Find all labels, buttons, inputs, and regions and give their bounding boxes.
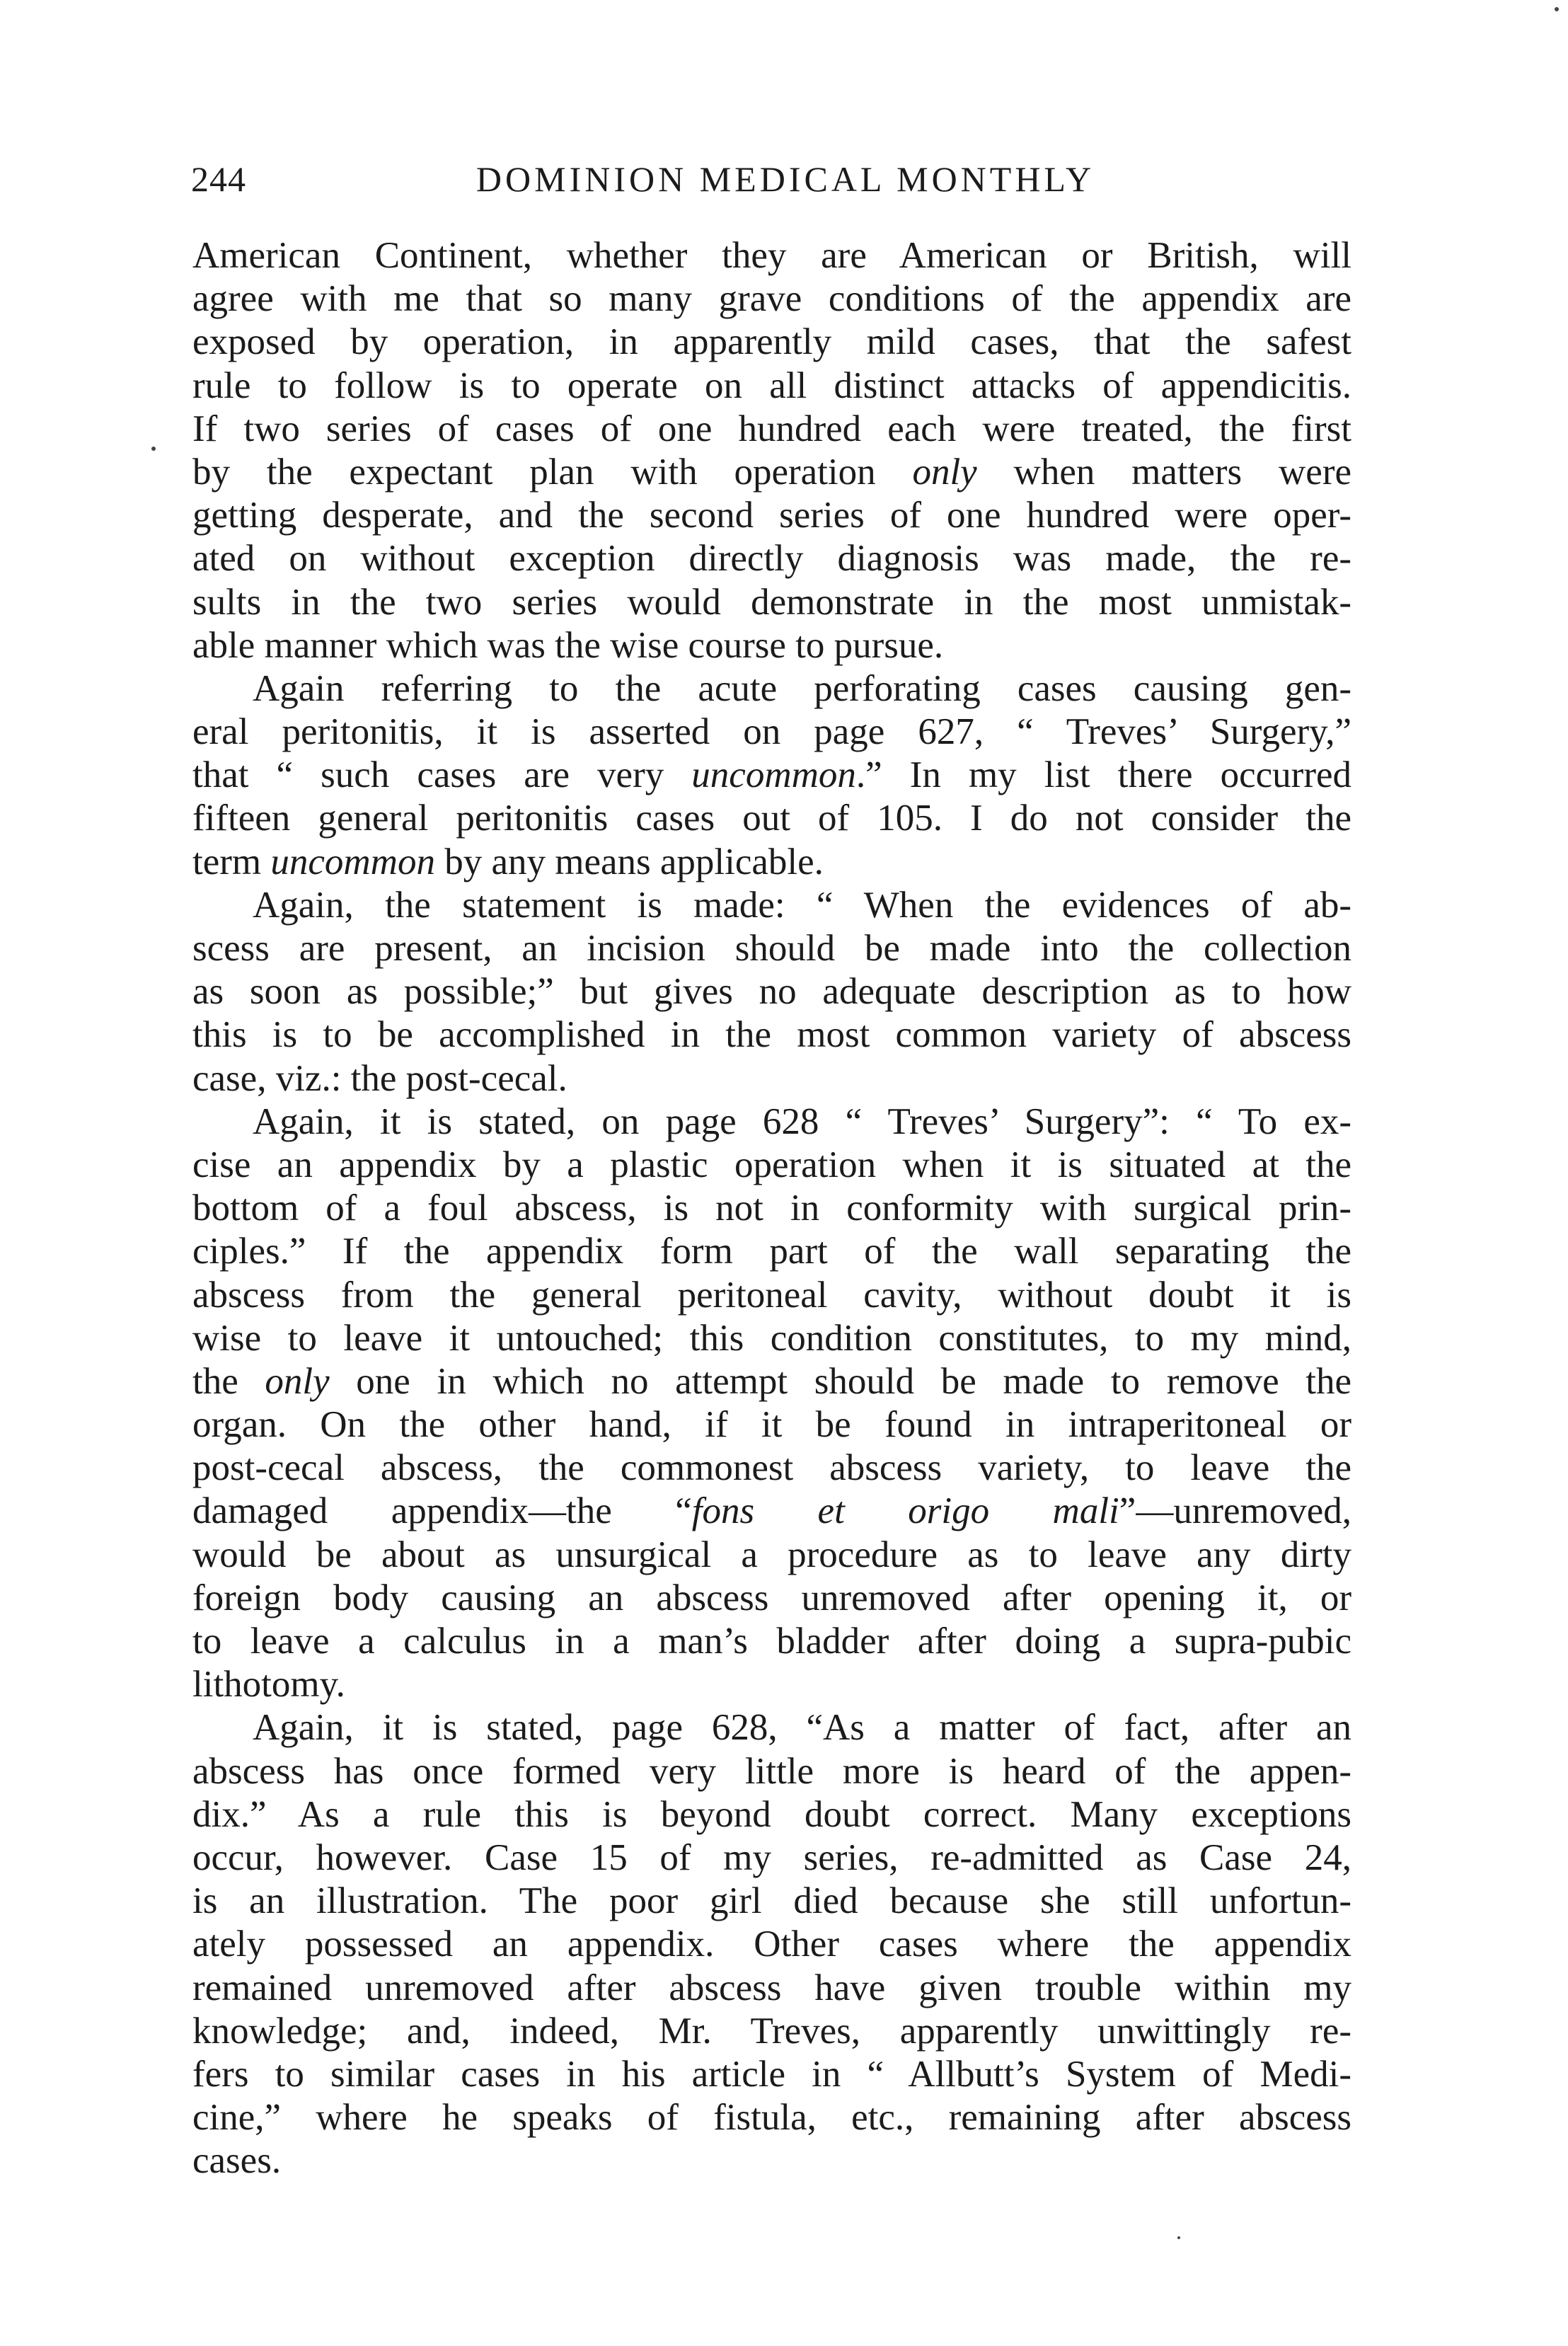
text-line: the only one in which no attempt should be made to remove the <box>192 1360 1351 1402</box>
text-line: cases. <box>192 2140 282 2182</box>
paragraph <box>192 884 1351 1100</box>
margin-mark <box>1555 7 1559 11</box>
text-line: ately possessed an appendix. Other cases where the appendix <box>192 1924 1351 1965</box>
text-line: remained unremoved after abscess have given trouble within my <box>192 1967 1351 2008</box>
text-line: getting desperate, and the second series of one hundred were oper- <box>192 495 1351 536</box>
body-text <box>192 234 1351 2183</box>
text-line: would be about as unsurgical a procedure as to leave any dirty <box>192 1534 1351 1575</box>
text-line: occur, however. Case 15 of my series, re-admitted as Case 24, <box>192 1836 1351 1878</box>
text-line: eral peritonitis, it is asserted on page 627, “ Treves’ Surgery,” <box>192 711 1351 753</box>
text-line: foreign body causing an abscess unremoved after opening it, or <box>192 1577 1351 1618</box>
text-line: abscess has once formed very little more is heard of the appen- <box>192 1750 1351 1792</box>
text-line: Again, it is stated, page 628, “As a matter of fact, after an <box>253 1707 1351 1749</box>
text-line: is an illustration. The poor girl died because she still unfortun- <box>192 1880 1351 1922</box>
paragraph <box>192 1100 1351 1707</box>
text-line: that “ such cases are very uncommon.” In my list there occurred <box>192 754 1351 796</box>
text-line: term uncommon by any means applicable. <box>192 841 824 882</box>
text-line: Again, the statement is made: “ When the evidences of ab- <box>253 884 1351 926</box>
text-line: bottom of a foul abscess, is not in conformity with surgical prin- <box>192 1188 1351 1229</box>
text-line: knowledge; and, indeed, Mr. Treves, apparently unwittingly re- <box>192 2010 1351 2052</box>
margin-mark <box>151 447 156 451</box>
text-line: organ. On the other hand, if it be found in intraperitoneal or <box>192 1404 1351 1446</box>
page-number: 244 <box>191 159 246 199</box>
text-line: case, viz.: the post-cecal. <box>192 1057 567 1099</box>
paragraph <box>192 1706 1351 2183</box>
paragraph <box>192 667 1351 884</box>
paragraph <box>192 234 1351 667</box>
text-line: post-cecal abscess, the commonest abscess variety, to leave the <box>192 1447 1351 1489</box>
text-line: fers to similar cases in his article in “ Allbutt’s System of Medi- <box>192 2053 1351 2095</box>
text-line: If two series of cases of one hundred each were treated, the first <box>192 408 1351 449</box>
text-line: agree with me that so many grave conditions of the appendix are <box>192 278 1351 320</box>
text-line: as soon as possible;” but gives no adequate description as to how <box>192 971 1351 1013</box>
page-header <box>191 154 1351 204</box>
text-line: American Continent, whether they are American or British, will <box>192 235 1351 276</box>
text-line: exposed by operation, in apparently mild cases, that the safest <box>192 321 1351 363</box>
text-line: this is to be accomplished in the most common variety of abscess <box>192 1014 1351 1056</box>
text-line: damaged appendix—the “fons et origo mali”—unremoved, <box>192 1490 1351 1532</box>
text-line: dix.” As a rule this is beyond doubt correct. Many exceptions <box>192 1793 1351 1835</box>
text-line: by the expectant plan with operation only when matters were <box>192 451 1351 493</box>
text-line: lithotomy. <box>192 1664 345 1706</box>
text-line: to leave a calculus in a man’s bladder after doing a supra-pubic <box>192 1621 1351 1662</box>
text-line: cise an appendix by a plastic operation when it is situated at the <box>192 1144 1351 1185</box>
text-line: rule to follow is to operate on all distinct attacks of appendicitis. <box>192 364 1351 406</box>
text-line: Again referring to the acute perforating cases causing gen- <box>253 667 1351 709</box>
text-line: sults in the two series would demonstrate in the most unmistak- <box>192 581 1351 623</box>
text-line: ated on without exception directly diagnosis was made, the re- <box>192 538 1351 580</box>
text-line: wise to leave it untouched; this condition constitutes, to my mind, <box>192 1317 1351 1359</box>
text-line: Again, it is stated, on page 628 “ Treves’ Surgery”: “ To ex- <box>253 1100 1351 1142</box>
running-head: DOMINION MEDICAL MONTHLY <box>475 159 1095 199</box>
text-line: scess are present, an incision should be made into the collection <box>192 928 1351 969</box>
text-line: cine,” where he speaks of fistula, etc., remaining after abscess <box>192 2097 1351 2139</box>
text-line: able manner which was the wise course to pursue. <box>192 624 944 666</box>
text-line: fifteen general peritonitis cases out of 105. I do not consider the <box>192 798 1351 839</box>
margin-mark <box>1177 2236 1180 2239</box>
text-line: abscess from the general peritoneal cavity, without doubt it is <box>192 1274 1351 1316</box>
text-line: ciples.” If the appendix form part of the wall separating the <box>192 1231 1351 1272</box>
